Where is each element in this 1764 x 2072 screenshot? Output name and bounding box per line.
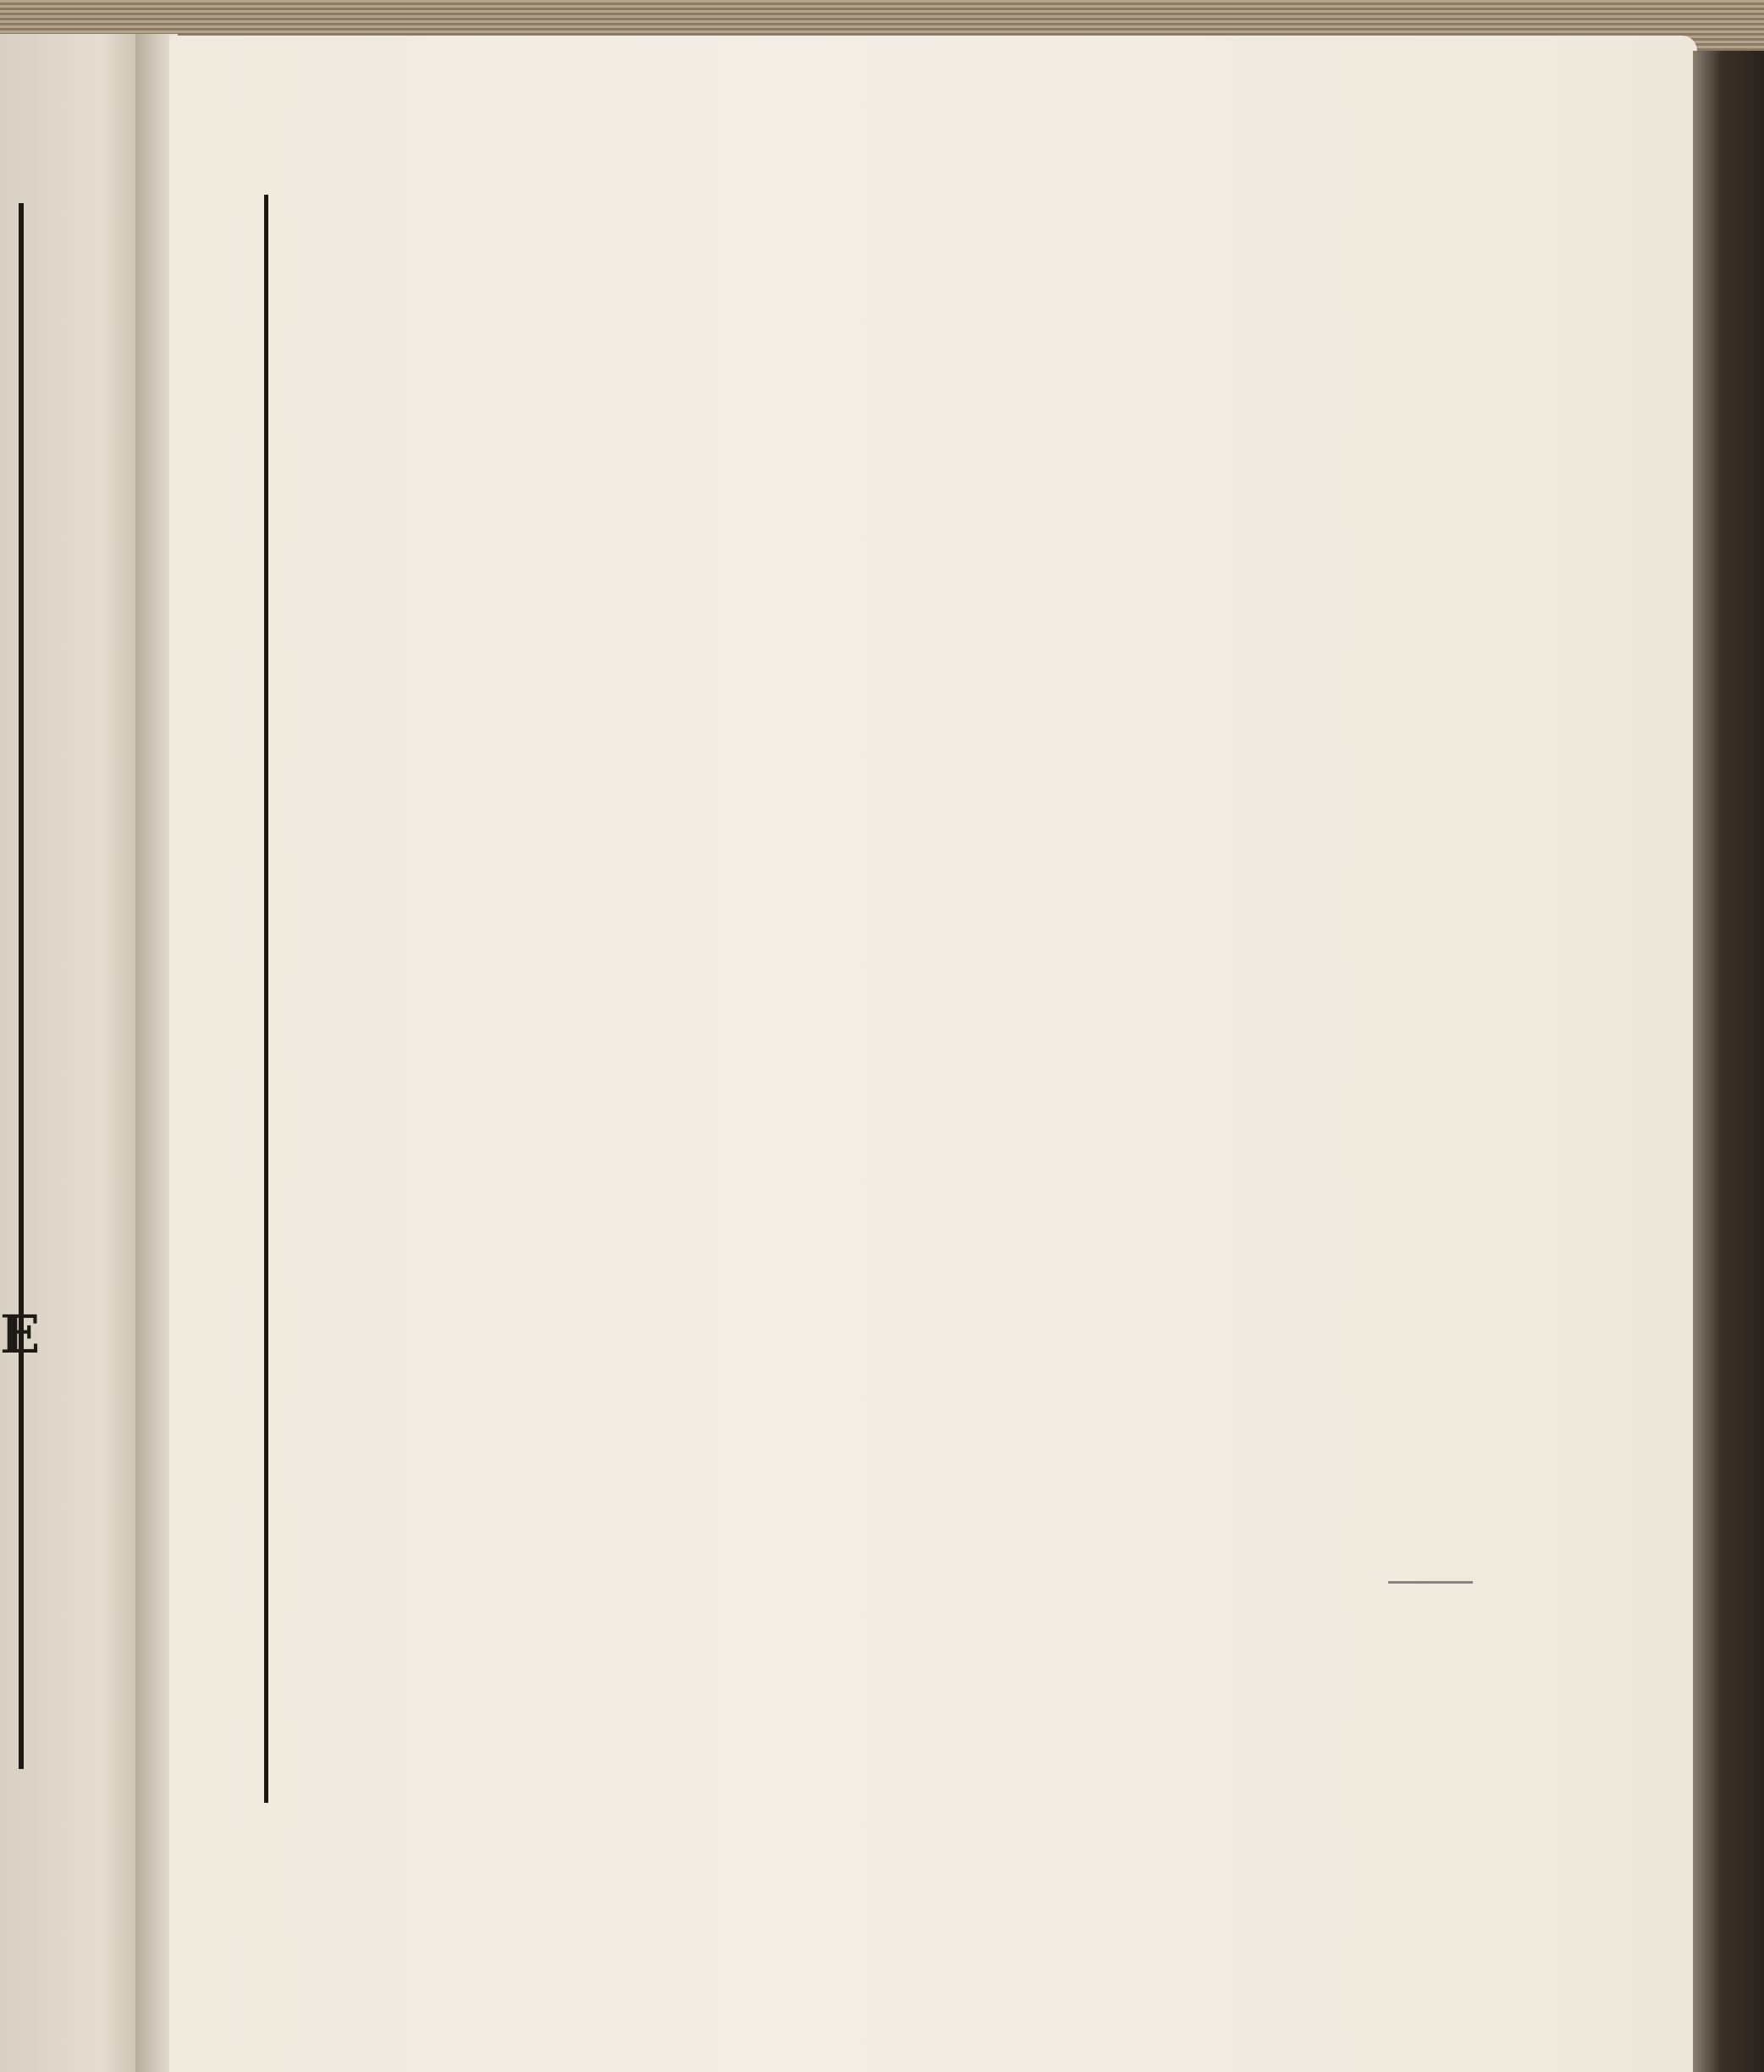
left-page-rule [19,203,24,1769]
ornament-border-right [1354,188,1405,1830]
left-page-fragment [0,34,144,2072]
ornament-border-left [264,195,268,1803]
pencil-dash [1388,1581,1473,1584]
fleuron-row-bottom-icon [264,1762,1403,1825]
book-right-edge [1693,51,1764,2072]
fleuron-column-icon [1354,188,1405,1830]
ornament-border-bottom [264,1762,1403,1825]
left-page-letter: E [0,1303,41,1365]
fleuron-row-top-icon [264,179,1403,242]
ornament-border-top [264,179,1403,242]
